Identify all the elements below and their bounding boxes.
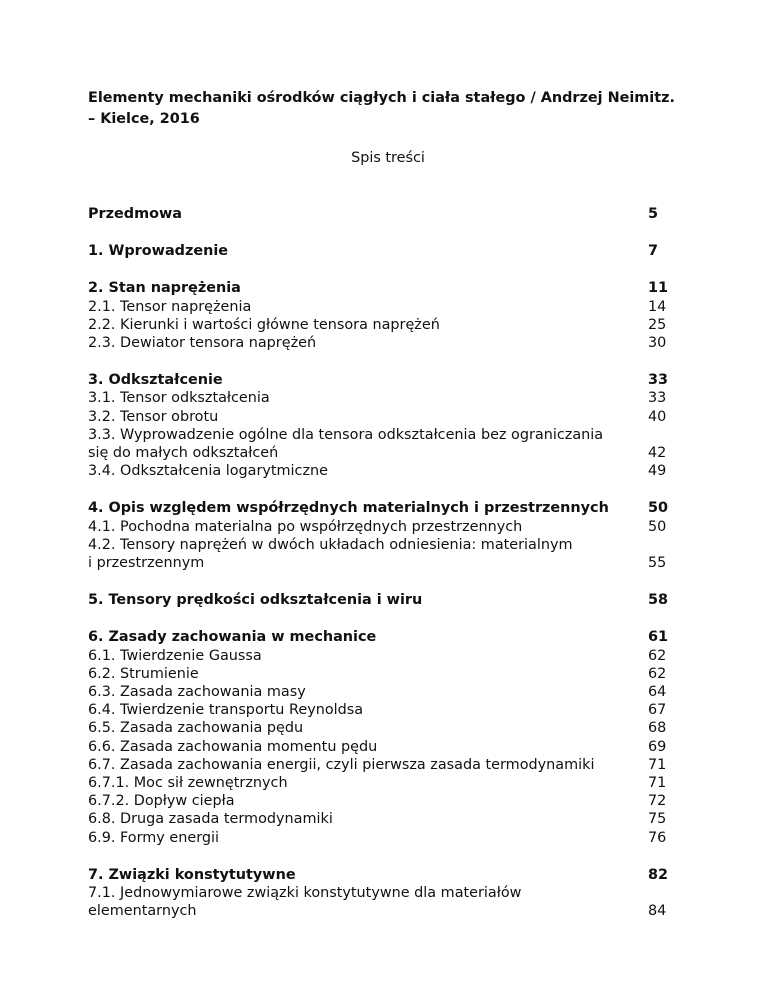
item-title: 3.1. Tensor odkształcenia [88, 390, 270, 407]
page-number: 5 [648, 206, 659, 222]
toc-item-row[interactable] [88, 298, 688, 316]
item-title [88, 426, 618, 462]
toc-chapter-row[interactable] [88, 499, 688, 517]
toc-item-row[interactable] [88, 884, 688, 920]
toc-item-row[interactable] [88, 719, 688, 737]
toc-chapter-row[interactable] [88, 242, 688, 260]
toc-item-row[interactable] [88, 792, 688, 810]
toc-item-row[interactable] [88, 316, 688, 334]
page-number: 69 [648, 738, 667, 755]
page-number: 82 [648, 866, 669, 883]
toc-section-ch7 [88, 866, 688, 921]
page-number: 49 [648, 463, 667, 480]
toc-item-row[interactable] [88, 829, 688, 847]
page-number: 25 [648, 316, 667, 333]
title-line-1: Elementy mechaniki ośrodków ciągłych i ciała stałego / Andrzej Neimitz. [88, 90, 675, 106]
toc-item-row[interactable] [88, 665, 688, 683]
page-number: 61 [648, 629, 669, 646]
chapter-title: 7. Związki konstytutywne [88, 866, 296, 883]
toc-item-row[interactable] [88, 518, 688, 536]
item-title-line-2: się do małych odkształceń [88, 445, 279, 462]
item-title: 6.9. Formy energii [88, 829, 219, 846]
page-number: 71 [648, 775, 667, 792]
item-title-line-2: elementarnych [88, 903, 197, 920]
table-of-contents [88, 205, 688, 940]
page-number: 67 [648, 702, 667, 719]
page-number: 50 [648, 500, 669, 517]
item-title: 6.8. Druga zasada termodynamiki [88, 811, 333, 828]
item-title: 3.4. Odkształcenia logarytmiczne [88, 463, 328, 480]
item-title-line-1: 4.2. Tensory naprężeń w dwóch układach odniesienia: materialnym [88, 536, 573, 553]
chapter-title: Przedmowa [88, 206, 182, 222]
title-line-2: – Kielce, 2016 [88, 111, 200, 127]
chapter-title: 3. Odkształcenie [88, 372, 223, 389]
page-number: 11 [648, 280, 669, 297]
chapter-title: 5. Tensory prędkości odkształcenia i wiru [88, 592, 423, 609]
page-number: 7 [648, 243, 659, 260]
page-number: 30 [648, 335, 667, 352]
item-title: 6.7.1. Moc sił zewnętrznych [88, 775, 288, 792]
page-number: 33 [648, 372, 669, 389]
item-title: 6.1. Twierdzenie Gaussa [88, 647, 262, 664]
item-title-line-1: 3.3. Wyprowadzenie ogólne dla tensora odkształcenia bez ograniczania [88, 426, 604, 443]
toc-section-ch3 [88, 371, 688, 480]
item-title: 6.7.2. Dopływ ciepła [88, 793, 235, 810]
item-title-line-2: i przestrzennym [88, 555, 205, 572]
toc-item-row[interactable] [88, 810, 688, 828]
toc-item-row[interactable] [88, 738, 688, 756]
page-number: 68 [648, 720, 667, 737]
toc-section-ch2 [88, 279, 688, 352]
toc-chapter-row[interactable] [88, 371, 688, 389]
toc-heading: Spis treści [351, 150, 425, 166]
page-number: 72 [648, 793, 667, 810]
item-title: 2.1. Tensor naprężenia [88, 298, 252, 315]
toc-section-ch5 [88, 591, 688, 609]
item-title: 2.3. Dewiator tensora naprężeń [88, 335, 317, 352]
toc-chapter-row[interactable] [88, 205, 688, 223]
item-title [88, 536, 618, 572]
toc-section-ch4 [88, 499, 688, 572]
toc-section-preface [88, 205, 688, 223]
toc-chapter-row[interactable] [88, 628, 688, 646]
chapter-title: 6. Zasady zachowania w mechanice [88, 629, 377, 646]
item-title: 2.2. Kierunki i wartości główne tensora naprężeń [88, 316, 440, 333]
page-number: 55 [648, 555, 667, 572]
page-number: 71 [648, 756, 667, 773]
item-title: 6.3. Zasada zachowania masy [88, 684, 306, 701]
toc-item-row[interactable] [88, 408, 688, 426]
toc-item-row[interactable] [88, 683, 688, 701]
item-title: 6.6. Zasada zachowania momentu pędu [88, 738, 378, 755]
page-number: 50 [648, 518, 667, 535]
toc-chapter-row[interactable] [88, 591, 688, 609]
page-number: 84 [648, 903, 667, 920]
toc-item-row[interactable] [88, 389, 688, 407]
item-title: 6.5. Zasada zachowania pędu [88, 720, 304, 737]
page-number: 76 [648, 829, 667, 846]
item-title: 6.2. Strumienie [88, 665, 199, 682]
page-number: 33 [648, 390, 667, 407]
toc-item-row[interactable] [88, 701, 688, 719]
page-number: 40 [648, 408, 667, 425]
item-title [88, 884, 618, 920]
item-title-line-1: 7.1. Jednowymiarowe związki konstytutywne dla materiałów [88, 885, 522, 902]
page-number: 75 [648, 811, 667, 828]
item-title: 3.2. Tensor obrotu [88, 408, 219, 425]
page-number: 64 [648, 684, 667, 701]
chapter-title: 2. Stan naprężenia [88, 280, 241, 297]
toc-item-row[interactable] [88, 426, 688, 462]
toc-item-row[interactable] [88, 536, 688, 572]
page-number: 62 [648, 647, 667, 664]
page-number: 42 [648, 445, 667, 462]
toc-item-row[interactable] [88, 462, 688, 480]
page-number: 58 [648, 592, 669, 609]
item-title: 6.7. Zasada zachowania energii, czyli pierwsza zasada termodynamiki [88, 756, 595, 773]
chapter-title: 4. Opis względem współrzędnych materialnych i przestrzennych [88, 500, 609, 517]
item-title: 6.4. Twierdzenie transportu Reynoldsa [88, 702, 364, 719]
page-number: 14 [648, 298, 667, 315]
toc-item-row[interactable] [88, 647, 688, 665]
item-title: 4.1. Pochodna materialna po współrzędnych przestrzennych [88, 518, 523, 535]
toc-section-ch6 [88, 628, 688, 846]
toc-item-row[interactable] [88, 774, 688, 792]
toc-chapter-row[interactable] [88, 279, 688, 297]
toc-chapter-row[interactable] [88, 866, 688, 884]
page-number: 62 [648, 665, 667, 682]
document-title [88, 88, 688, 130]
chapter-title: 1. Wprowadzenie [88, 243, 229, 260]
toc-item-row[interactable] [88, 334, 688, 352]
toc-section-ch1 [88, 242, 688, 260]
toc-item-row[interactable] [88, 756, 688, 774]
